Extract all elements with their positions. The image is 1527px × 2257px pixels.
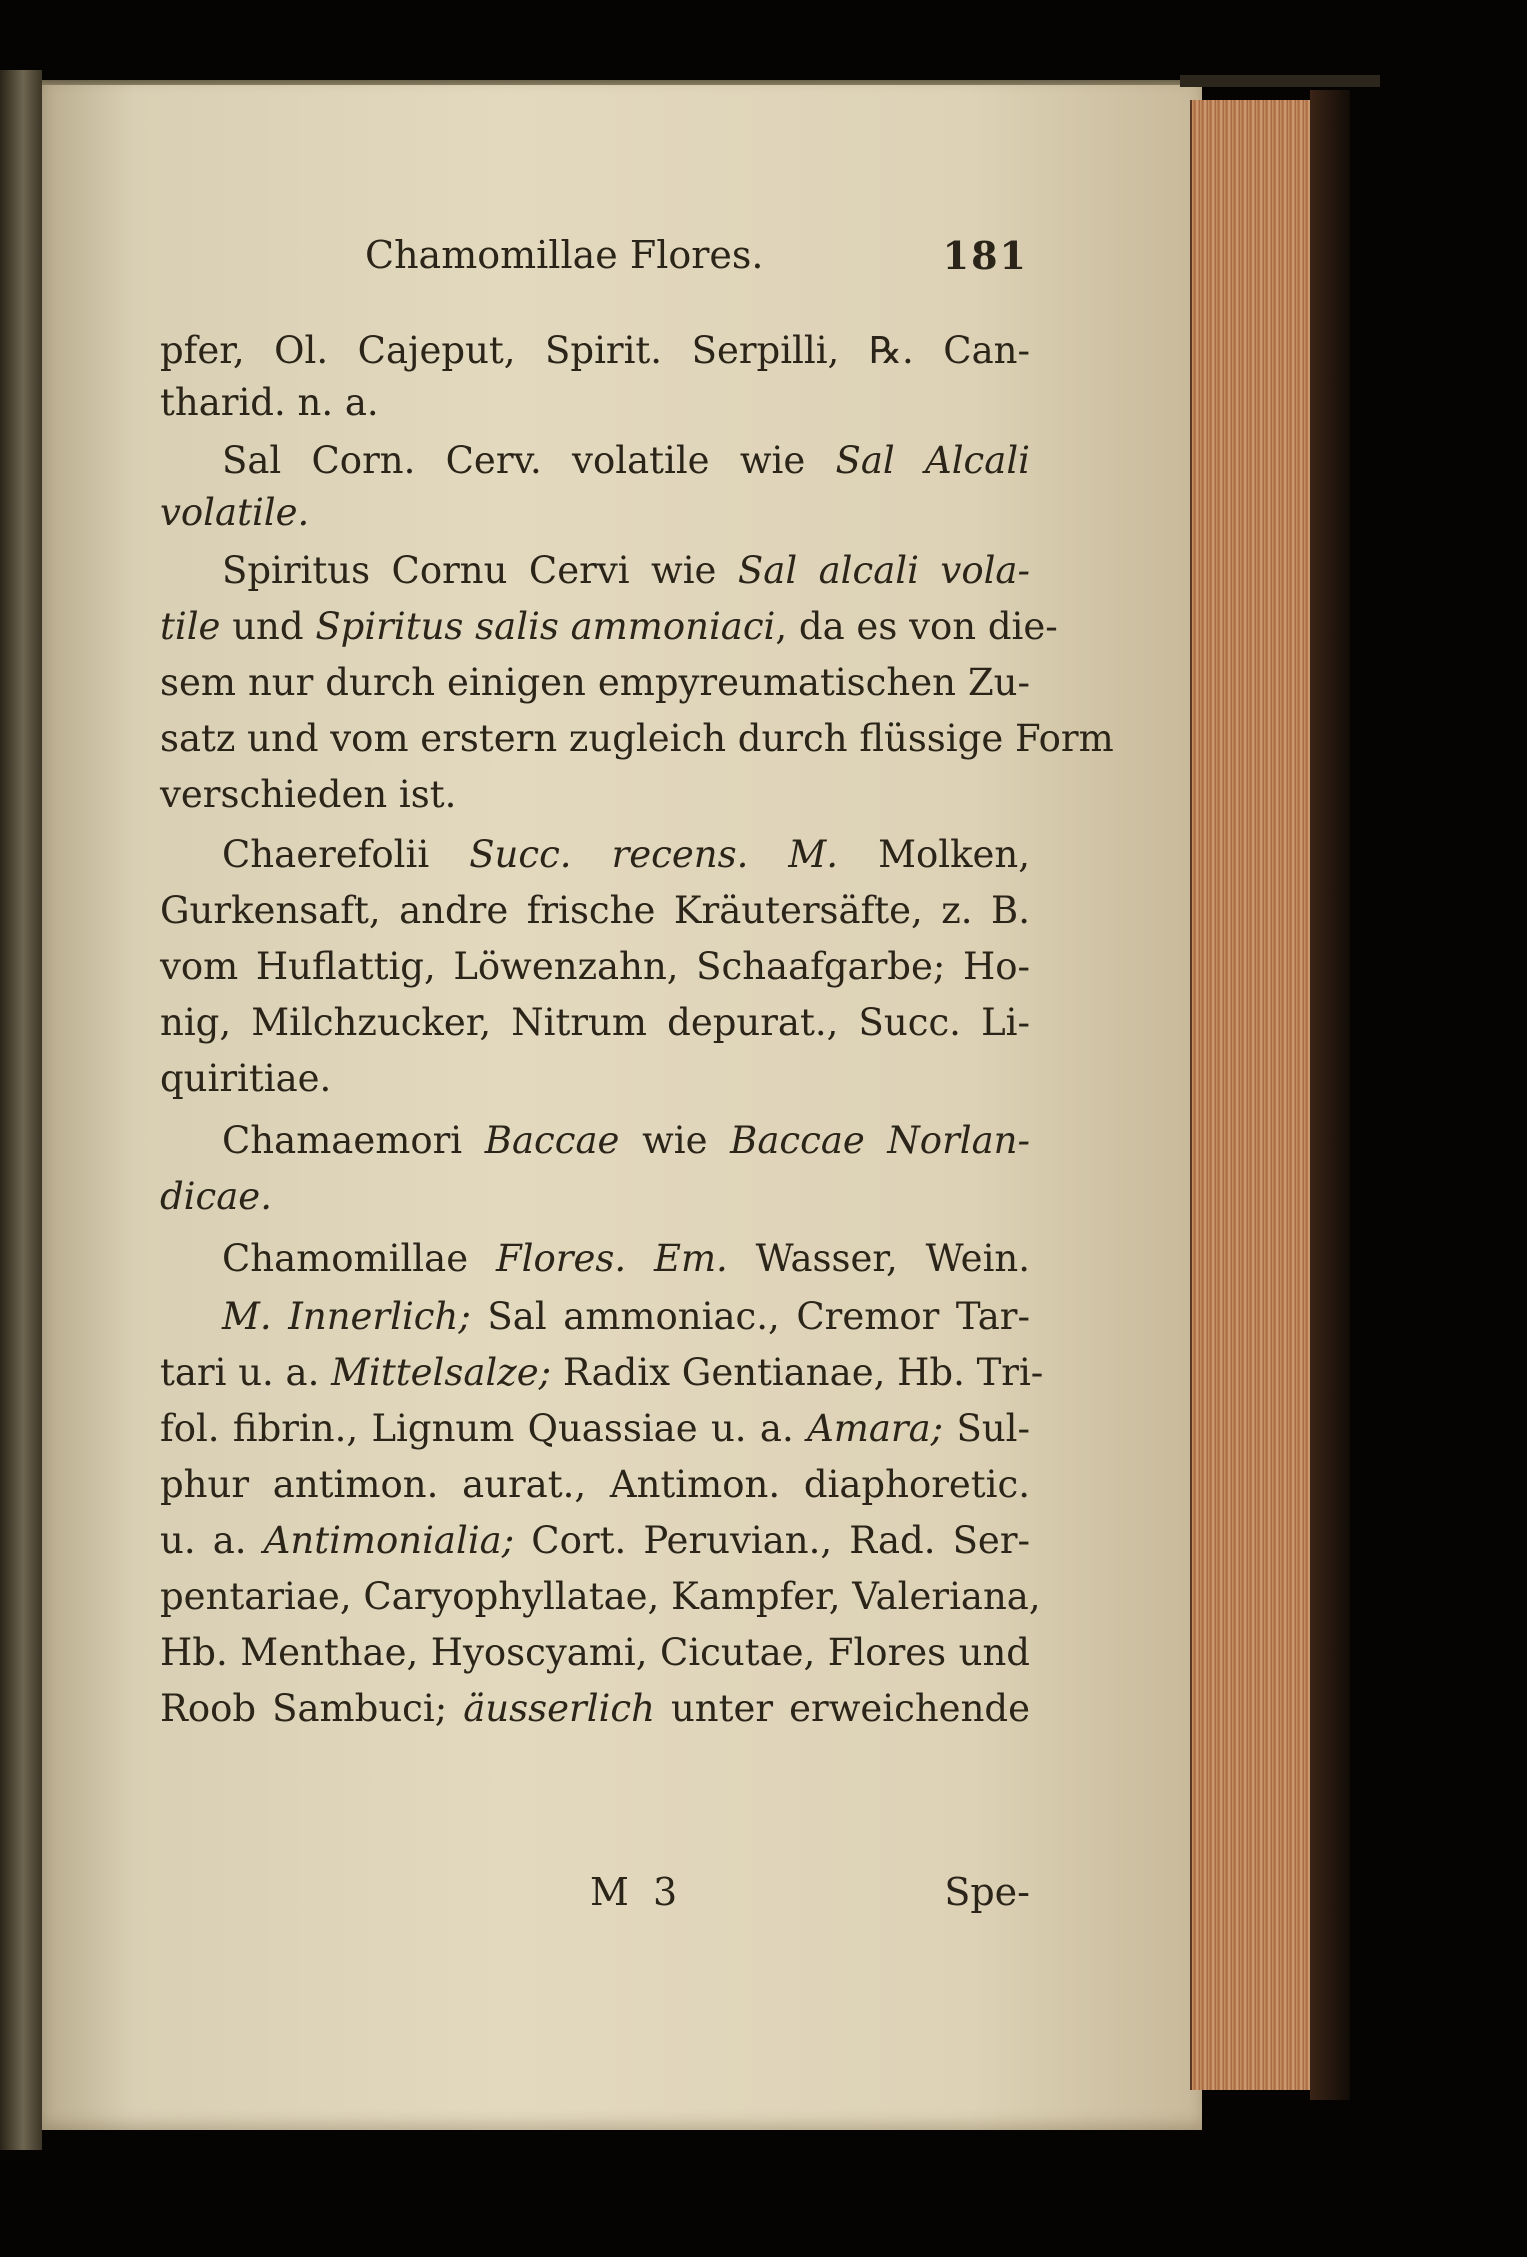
text-line: u. a. Antimonialia; Cort. Peruvian., Rad. Ser- xyxy=(160,1519,1031,1562)
text-line: satz und vom erstern zugleich durch flüssige Form xyxy=(160,717,1114,760)
text-line: Spiritus Cornu Cervi wie Sal alcali vola- xyxy=(222,549,1030,592)
right-cover-edge xyxy=(1180,75,1380,87)
text-line: tharid. n. a. xyxy=(160,381,379,424)
text-line: Chamaemori Baccae wie Baccae Norlan- xyxy=(222,1119,1030,1162)
text-line: pentariae, Caryophyllatae, Kampfer, Valeriana, xyxy=(160,1575,1041,1618)
text-line: fol. fibrin., Lignum Quassiae u. a. Amara; Sul- xyxy=(160,1407,1030,1450)
text-line: dicae. xyxy=(160,1175,272,1218)
text-line: tari u. a. Mittelsalze; Radix Gentianae, Hb. Tri- xyxy=(160,1351,1044,1394)
text-line: phur antimon. aurat., Antimon. diaphoretic. xyxy=(160,1463,1030,1506)
text-line: Roob Sambuci; äusserlich unter erweichende xyxy=(160,1687,1030,1730)
text-line: pfer, Ol. Cajeput, Spirit. Serpilli, ℞. Can- xyxy=(160,329,1030,372)
text-line: vom Huflattig, Löwenzahn, Schaafgarbe; Ho- xyxy=(160,945,1030,988)
text-line: Hb. Menthae, Hyoscyami, Cicutae, Flores und xyxy=(160,1631,1030,1674)
text-line: Sal Corn. Cerv. volatile wie Sal Alcali xyxy=(222,439,1030,482)
page-fore-edge xyxy=(1190,100,1312,2090)
text-line: sem nur durch einigen empyreumatischen Zu- xyxy=(160,661,1030,704)
page-header xyxy=(160,225,1030,285)
text-line: volatile. xyxy=(160,491,310,534)
text-line: nig, Milchzucker, Nitrum depurat., Succ. Li- xyxy=(160,1001,1030,1044)
page-number: 181 xyxy=(942,233,1028,278)
fore-edge-shadow xyxy=(1310,90,1350,2100)
text-line: verschieden ist. xyxy=(160,773,457,816)
text-line: Chamomillae Flores. Em. Wasser, Wein. xyxy=(222,1237,1030,1280)
text-line: Gurkensaft, andre frische Kräutersäfte, z. B. xyxy=(160,889,1030,932)
text-line: Chaerefolii Succ. recens. M. Molken, xyxy=(222,833,1030,876)
text-line: quiritiae. xyxy=(160,1057,332,1100)
left-cover-edge xyxy=(0,70,42,2150)
running-head: Chamomillae Flores. xyxy=(365,233,764,277)
signature-mark: M 3 xyxy=(590,1870,684,1914)
page-footer xyxy=(160,1870,1030,1930)
text-line: tile und Spiritus salis ammoniaci, da es von die- xyxy=(160,605,1058,648)
catchword: Spe- xyxy=(944,1870,1030,1914)
text-line: M. Innerlich; Sal ammoniac., Cremor Tar- xyxy=(222,1295,1030,1338)
